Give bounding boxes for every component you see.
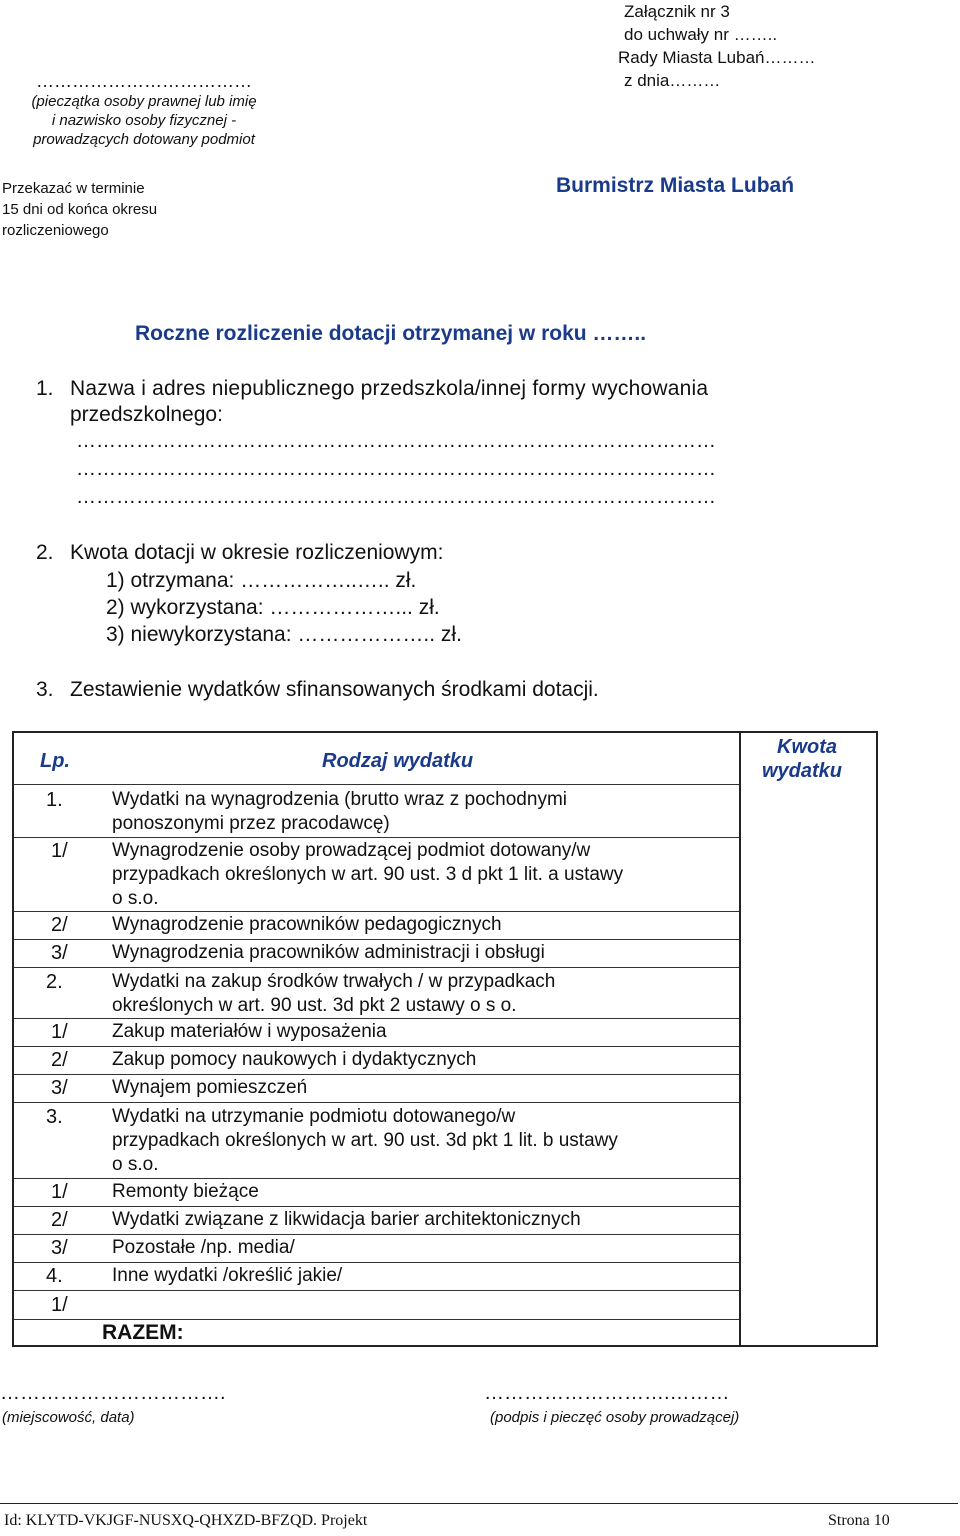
row-text: Wynagrodzenie pracowników pedagogicznych [112, 914, 502, 935]
amount-unused: 3) niewykorzystana: ……………….. zł. [106, 623, 462, 646]
council-name: Rady Miasta Lubań……… [618, 48, 816, 67]
row-lp: 4. [46, 1265, 63, 1287]
row-description [112, 839, 712, 911]
row-text: ponoszonymi przez pracodawcę) [112, 813, 390, 834]
row-divider [14, 939, 739, 940]
row-divider [14, 1206, 739, 1207]
row-lp: 3/ [51, 1077, 68, 1099]
total-label: RAZEM: [102, 1321, 184, 1344]
row-lp: 2/ [51, 914, 68, 936]
row-lp: 3. [46, 1106, 63, 1128]
row-description [112, 1076, 712, 1100]
place-date-dots: ……………………………. [0, 1382, 226, 1404]
amount-used: 2) wykorzystana: ………………... zł. [106, 596, 440, 619]
row-divider [14, 1178, 739, 1179]
row-text: Wynagrodzenie osoby prowadzącej podmiot dotowany/w [112, 840, 591, 861]
signature-dots: ……………………….……… [484, 1382, 730, 1404]
stamp-dots: ……………………………… [36, 71, 252, 91]
document-title: Roczne rozliczenie dotacji otrzymanej w roku …….. [135, 322, 647, 345]
annex-number: Załącznik nr 3 [624, 2, 730, 21]
fill-in-line: …………………………………………………………………………………… [76, 486, 716, 508]
section-number: 1. [36, 377, 54, 400]
row-text: przypadkach określonych w art. 90 ust. 3d pkt 1 lit. b ustawy [112, 1130, 618, 1151]
deadline-line: 15 dni od końca okresu [2, 201, 158, 218]
row-lp: 1/ [51, 1021, 68, 1043]
resolution-number: do uchwały nr …….. [624, 25, 778, 44]
expense-table [12, 731, 878, 1347]
row-lp: 3/ [51, 942, 68, 964]
row-text: o s.o. [112, 888, 159, 909]
row-text: Wydatki na zakup środków trwałych / w przypadkach [112, 971, 556, 992]
row-lp: 1/ [51, 840, 68, 862]
row-description [112, 1048, 712, 1072]
row-lp: 1/ [51, 1181, 68, 1203]
row-divider [14, 1290, 739, 1291]
row-text: Pozostałe /np. media/ [112, 1237, 295, 1258]
page-number: Strona 10 [828, 1512, 890, 1529]
row-divider [14, 837, 739, 838]
row-divider [14, 1262, 739, 1263]
row-description [112, 1105, 712, 1177]
section-3-title: Zestawienie wydatków sfinansowanych środkami dotacji. [70, 678, 599, 701]
stamp-line: i nazwisko osoby fizycznej - [51, 112, 237, 129]
document-id: Id: KLYTD-VKJGF-NUSXQ-QHXZD-BFZQD. Projekt [4, 1512, 368, 1529]
row-text: Wydatki na utrzymanie podmiotu dotowanego/w [112, 1106, 516, 1127]
section-1-text: Nazwa i adres niepublicznego przedszkola/innej formy wychowania [70, 377, 709, 400]
row-text: Inne wydatki /określić jakie/ [112, 1265, 343, 1286]
row-text: Wydatki związane z likwidacja barier architektonicznych [112, 1209, 581, 1230]
row-divider [14, 1234, 739, 1235]
section-1-text-cont: przedszkolnego: [70, 403, 223, 426]
amount-received: 1) otrzymana: ……………..….. zł. [106, 569, 417, 592]
section-2-title: Kwota dotacji w okresie rozliczeniowym: [70, 541, 444, 564]
row-lp: 1. [46, 789, 63, 811]
row-text: Wynagrodzenia pracowników administracji i obsługi [112, 942, 545, 963]
row-text: Wynajem pomieszczeń [112, 1077, 308, 1098]
row-divider [14, 967, 739, 968]
header-lp: Lp. [40, 750, 70, 772]
row-lp: 2/ [51, 1049, 68, 1071]
row-divider [14, 911, 739, 912]
place-date-label: (miejscowość, data) [2, 1409, 135, 1426]
annex-reference [618, 0, 815, 92]
row-text: Zakup materiałów i wyposażenia [112, 1021, 387, 1042]
resolution-date: z dnia……… [624, 71, 721, 90]
row-description [112, 1264, 712, 1288]
section-3 [36, 677, 599, 703]
deadline-line: rozliczeniowego [2, 222, 109, 239]
row-divider [14, 1046, 739, 1047]
fill-in-line: …………………………………………………………………………………… [76, 430, 716, 452]
stamp-line: prowadzących dotowany podmiot [33, 131, 255, 148]
header-amount-line1: Kwota [777, 736, 838, 758]
stamp-placeholder [4, 70, 284, 149]
row-divider [14, 784, 739, 785]
column-divider [739, 733, 741, 1345]
section-2 [36, 540, 443, 566]
row-text: określonych w art. 90 ust. 3d pkt 2 ustawy o s o. [112, 995, 517, 1016]
deadline-line: Przekazać w terminie [2, 180, 145, 197]
row-description [112, 1020, 712, 1044]
row-text: o s.o. [112, 1154, 159, 1175]
row-description [112, 941, 712, 965]
row-description [112, 788, 712, 836]
recipient: Burmistrz Miasta Lubań [556, 174, 795, 197]
row-description [112, 970, 712, 1018]
section-number: 2. [36, 541, 54, 564]
row-description [112, 913, 712, 937]
row-lp: 2/ [51, 1209, 68, 1231]
header-amount [762, 735, 842, 783]
section-1 [36, 376, 708, 402]
submission-deadline [2, 178, 157, 241]
header-amount-line2: wydatku [762, 760, 843, 782]
row-lp: 2. [46, 971, 63, 993]
fill-in-line: …………………………………………………………………………………… [76, 458, 716, 480]
row-divider [14, 1319, 739, 1320]
row-divider [14, 1074, 739, 1075]
signature-label: (podpis i pieczęć osoby prowadzącej) [490, 1409, 740, 1426]
footer-rule [0, 1503, 958, 1504]
row-text: Wydatki na wynagrodzenia (brutto wraz z pochodnymi [112, 789, 567, 810]
row-lp: 1/ [51, 1294, 68, 1316]
row-description [112, 1180, 712, 1204]
row-text: Remonty bieżące [112, 1181, 259, 1202]
row-description [112, 1208, 712, 1232]
row-text: Zakup pomocy naukowych i dydaktycznych [112, 1049, 477, 1070]
row-divider [14, 1102, 739, 1103]
header-expense-type: Rodzaj wydatku [322, 750, 474, 772]
row-divider [14, 1018, 739, 1019]
stamp-line: (pieczątka osoby prawnej lub imię [31, 93, 257, 110]
section-number: 3. [36, 678, 54, 701]
row-description [112, 1236, 712, 1260]
row-text: przypadkach określonych w art. 90 ust. 3 d pkt 1 lit. a ustawy [112, 864, 624, 885]
row-lp: 3/ [51, 1237, 68, 1259]
